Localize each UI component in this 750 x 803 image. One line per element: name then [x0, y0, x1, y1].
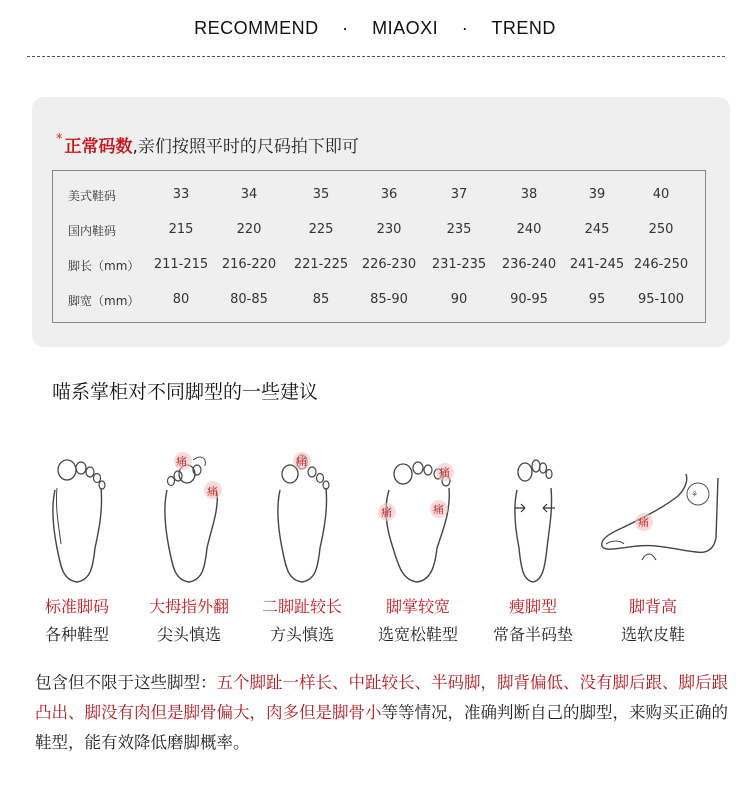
foot-type-label: 脚掌较宽 — [385, 597, 450, 616]
footnote-tail: 等等情况，准确判断自己的脚型，来购买正确的鞋型，能有效降低磨脚概率。 — [35, 703, 728, 752]
size-cell: 216-220 — [221, 257, 277, 272]
header-recommend: RECOMMEND — [194, 18, 319, 38]
foot-type-label: 二脚趾较长 — [261, 597, 342, 616]
size-cell: 39 — [588, 187, 606, 202]
notice-highlight: 正常码数 — [64, 137, 133, 157]
foot-type-label: 瘦脚型 — [508, 597, 557, 616]
foot-advice-label: 选宽松鞋型 — [377, 625, 458, 644]
size-cell: 226-230 — [361, 257, 417, 272]
size-table-row — [53, 222, 705, 242]
size-cell: 85-90 — [370, 292, 408, 307]
size-cell: 236-240 — [501, 257, 557, 272]
foot-types — [0, 448, 750, 648]
foot-standard-icon — [37, 448, 117, 588]
foot-bunion-icon — [149, 448, 229, 588]
foot-advice-label: 选软皮鞋 — [620, 625, 685, 644]
foot-advice-label: 各种鞋型 — [44, 625, 109, 644]
foot-item — [17, 448, 137, 645]
svg-text:⚘: ⚘ — [691, 490, 699, 499]
foot-type-label: 脚背高 — [628, 597, 677, 616]
size-cell: 215 — [168, 222, 194, 237]
foot-item — [598, 448, 718, 645]
notice-star: * — [56, 132, 63, 147]
size-cell: 34 — [240, 187, 258, 202]
foot-item — [242, 448, 362, 645]
size-row-label: 脚宽（mm） — [68, 294, 140, 308]
size-cell: 220 — [236, 222, 262, 237]
notice-text: ,亲们按照平时的尺码拍下即可 — [132, 137, 359, 157]
size-cell: 235 — [446, 222, 472, 237]
footnote-highlight: 五个脚趾一样长、中趾较长、半码脚，脚背偏低、没有脚后跟、脚后跟凸出、脚没有肉但是脚骨偏大，肉多但是脚骨小 — [35, 673, 728, 722]
size-cell: 245 — [584, 222, 610, 237]
header-separator: · — [342, 18, 349, 38]
size-row-label: 美式鞋码 — [68, 189, 117, 203]
size-cell: 35 — [312, 187, 330, 202]
size-cell: 80 — [172, 292, 190, 307]
pain-marker: 痛 — [433, 503, 444, 516]
foot-advice-label: 常备半码垫 — [492, 625, 573, 644]
size-table-row — [53, 292, 705, 312]
page-header — [0, 18, 750, 39]
size-cell: 95-100 — [637, 292, 685, 307]
size-cell: 37 — [450, 187, 468, 202]
foot-high-instep-icon — [598, 448, 728, 588]
foot-item — [358, 448, 478, 645]
size-row-label: 国内鞋码 — [68, 224, 117, 238]
header-separator: · — [461, 18, 469, 38]
size-cell: 40 — [652, 187, 670, 202]
size-cell: 33 — [172, 187, 190, 202]
size-row-label: 脚长（mm） — [68, 259, 140, 273]
size-cell: 241-245 — [569, 257, 625, 272]
size-cell: 211-215 — [153, 257, 209, 272]
advice-title: 喵系掌柜对不同脚型的一些建议 — [52, 381, 319, 403]
size-cell: 231-235 — [431, 257, 487, 272]
size-cell: 95 — [588, 292, 606, 307]
size-table — [52, 170, 706, 323]
foot-type-label: 标准脚码 — [44, 597, 109, 616]
size-cell: 230 — [376, 222, 402, 237]
pain-marker: 痛 — [207, 485, 218, 498]
footnote-paragraph — [35, 668, 735, 758]
foot-advice-label: 尖头慎选 — [156, 625, 221, 644]
pain-marker: 痛 — [439, 466, 450, 479]
size-cell: 85 — [312, 292, 330, 307]
foot-long-second-toe-icon — [262, 448, 342, 588]
size-cell: 225 — [308, 222, 334, 237]
foot-advice-label: 方头慎选 — [269, 625, 334, 644]
size-notice — [56, 132, 359, 157]
footnote-intro: 包含但不限于这些脚型： — [35, 673, 217, 692]
size-cell: 38 — [520, 187, 538, 202]
size-cell: 90-95 — [510, 292, 548, 307]
size-cell: 36 — [380, 187, 398, 202]
pain-marker: 痛 — [296, 455, 307, 468]
size-cell: 246-250 — [633, 257, 689, 272]
dashed-divider — [27, 56, 725, 57]
size-cell: 221-225 — [293, 257, 349, 272]
size-cell: 90 — [450, 292, 468, 307]
pain-marker: 痛 — [176, 455, 187, 468]
foot-item — [473, 448, 593, 645]
foot-item — [129, 448, 249, 645]
size-table-row — [53, 257, 705, 277]
pain-marker: 痛 — [381, 506, 392, 519]
size-cell: 250 — [648, 222, 674, 237]
size-cell: 240 — [516, 222, 542, 237]
header-brand: MIAOXI — [372, 18, 439, 38]
size-cell: 80-85 — [230, 292, 268, 307]
foot-type-label: 大拇指外翻 — [148, 597, 229, 616]
size-table-row — [53, 187, 705, 207]
foot-wide-icon — [373, 448, 463, 588]
pain-marker: 痛 — [638, 516, 649, 529]
header-trend: TREND — [491, 18, 556, 38]
foot-slim-icon — [493, 448, 573, 588]
